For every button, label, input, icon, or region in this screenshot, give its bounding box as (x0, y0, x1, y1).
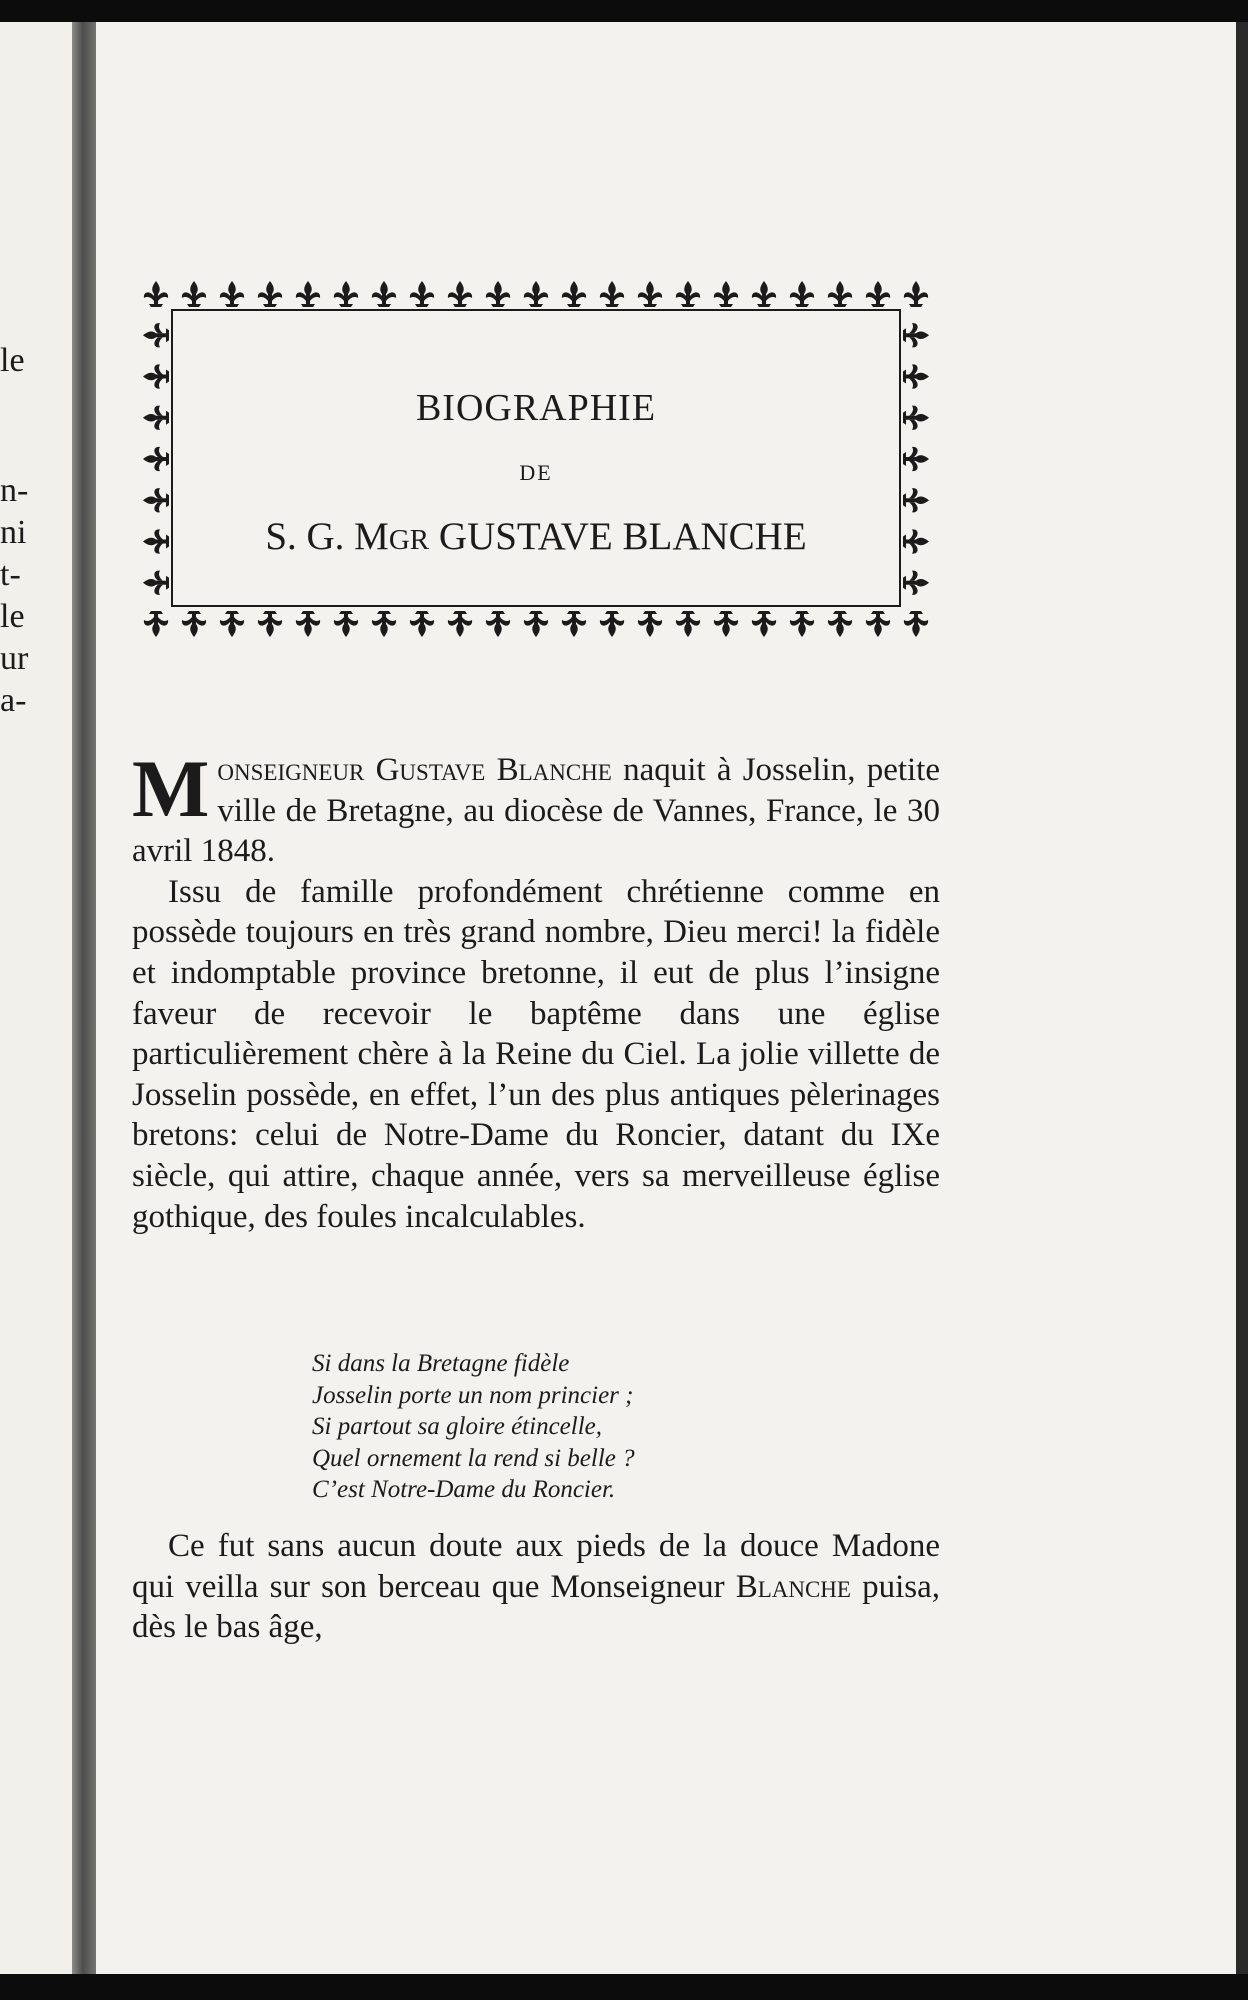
book-gutter (72, 22, 96, 1974)
title-de: DE (519, 460, 553, 485)
left-fragment: t- (0, 556, 21, 593)
left-fragment: le (0, 342, 25, 379)
paragraph-3-smallcaps: Blanche (735, 1568, 851, 1605)
title-biographie: BIOGRAPHIE (415, 387, 657, 429)
poem-line: Josselin porte un nom princier ; (312, 1381, 634, 1409)
lead-smallcaps: onseigneur Gustave Blanche (217, 752, 612, 788)
title-name (138, 514, 934, 559)
left-page-margin (0, 22, 72, 1974)
poem-line: Si dans la Bretagne fidèle (312, 1350, 570, 1377)
book-page (96, 22, 1236, 1974)
paragraph-2: Issu de famille profondément chrétienne comme en possède toujours en très grand nombre, Dieu merci! la fidèle et indomptable province bretonne, il eut de plus l’insigne faveur de recevoir le baptême dans une église particulièrement chère à la Reine du Ciel. La jolie villette de Josselin possède, en effet, l’un des plus antiques pèlerinages bretons: celui de Notre-Dame du Roncier, datant du IXe siècle, qui attire, chaque année, vers sa merveilleuse église gothique, des foules incalculables. (132, 873, 940, 1235)
title-person: GUSTAVE BLANCHE (438, 515, 807, 558)
title-block (138, 274, 934, 644)
title-prefix: S. G. M (265, 515, 389, 558)
paragraph-1-text: naquit à Josselin, petite ville de Bretagne, au diocèse de Vannes, France, le 30 avril 1848. (132, 752, 940, 870)
body-text-continued (132, 1526, 940, 1648)
right-edge (1236, 22, 1248, 1974)
poem-line: Si partout sa gloire étincelle, (312, 1413, 603, 1440)
drop-cap: M (132, 743, 210, 834)
left-fragment: ur (0, 640, 29, 677)
left-fragment: a- (0, 682, 27, 719)
left-fragment: n- (0, 472, 29, 509)
poem-line: Quel ornement la rend si belle ? (312, 1444, 635, 1472)
title-mgr-smallcaps: GR (388, 524, 430, 556)
paragraph-3-before: Ce fut sans aucun doute aux pieds de la douce Madone qui veilla sur son berceau que Monseigneur (132, 1528, 940, 1605)
poem-line: C’est Notre-Dame du Roncier. (312, 1476, 616, 1503)
paragraph-3 (132, 1526, 940, 1648)
left-fragment: ni (0, 514, 27, 551)
left-fragment: le (0, 598, 25, 635)
paragraph-3-after: puisa, dès le bas âge, (132, 1568, 940, 1646)
paragraph-1 (132, 743, 940, 872)
body-text (132, 743, 940, 1237)
poem (312, 1348, 635, 1506)
